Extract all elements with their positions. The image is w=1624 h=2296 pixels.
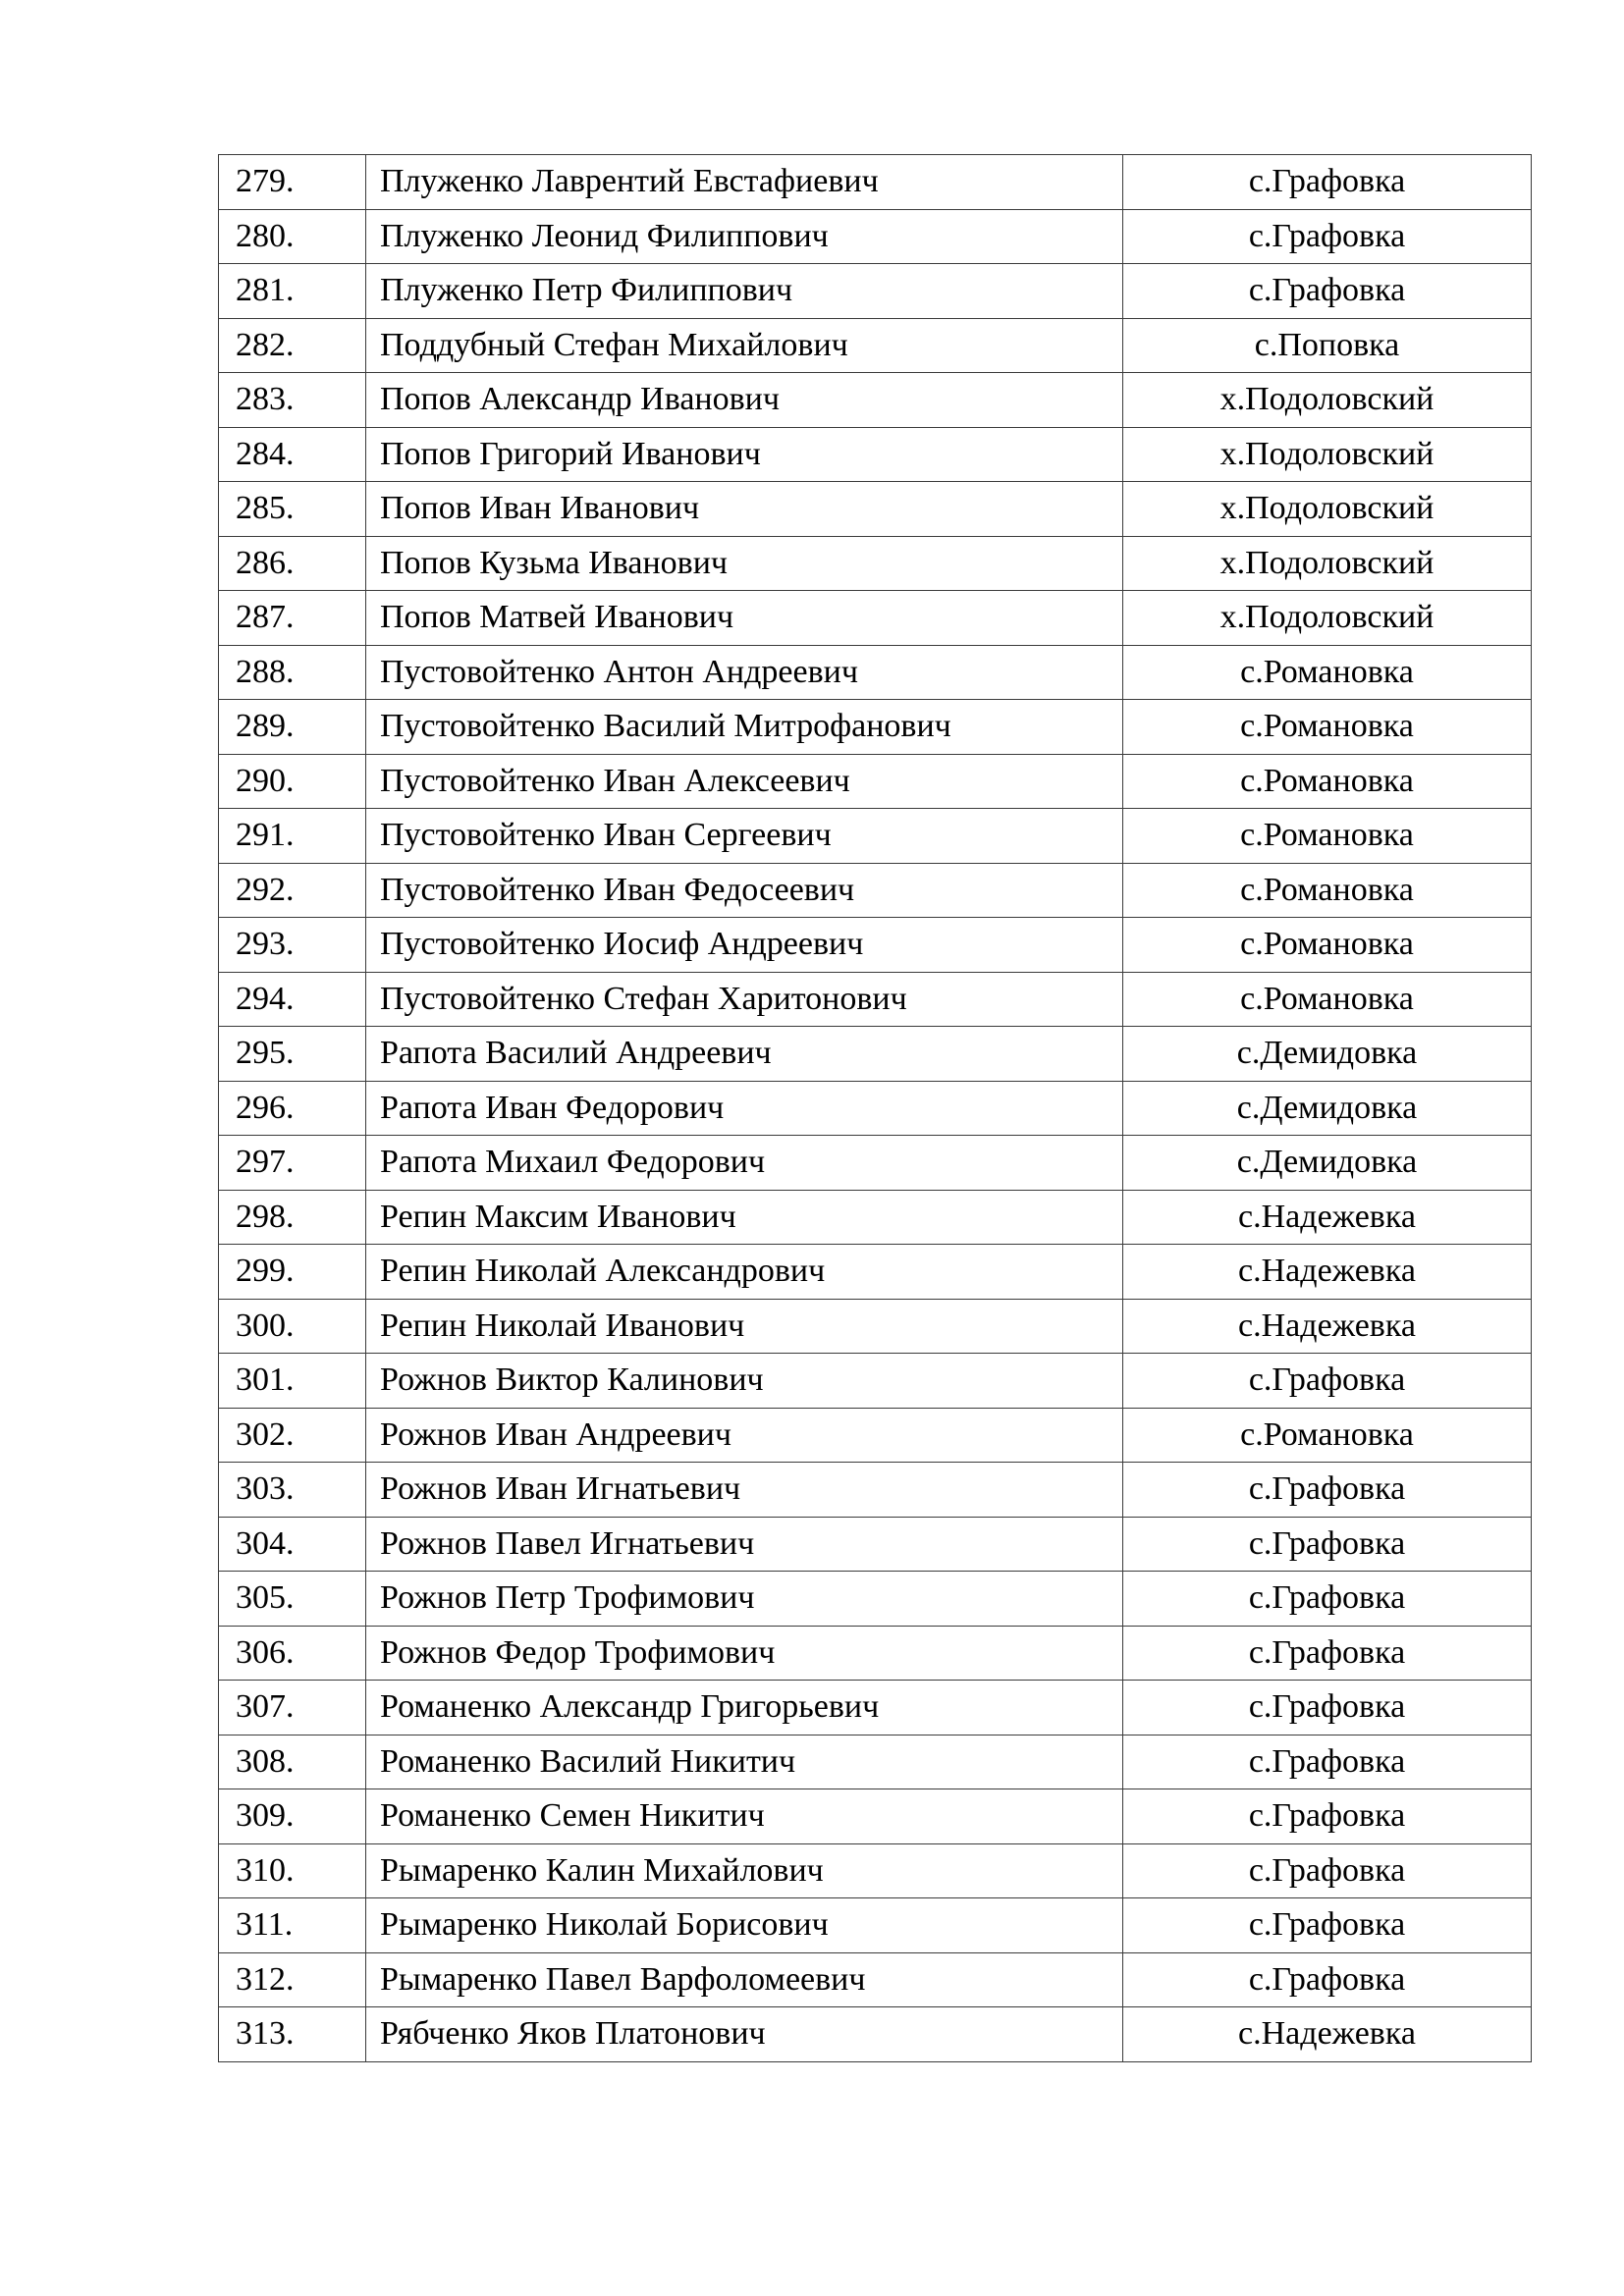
place-cell: с.Графовка bbox=[1123, 264, 1532, 319]
table-row bbox=[219, 536, 1532, 591]
row-number-cell: 283. bbox=[219, 373, 366, 428]
person-name-cell: Пустовойтенко Антон Андреевич bbox=[366, 645, 1123, 700]
place-cell: с.Графовка bbox=[1123, 1789, 1532, 1844]
person-name-cell: Романенко Семен Никитич bbox=[366, 1789, 1123, 1844]
table-row bbox=[219, 591, 1532, 646]
table-row bbox=[219, 1190, 1532, 1245]
place-cell: с.Графовка bbox=[1123, 1463, 1532, 1518]
person-name-cell: Романенко Александр Григорьевич bbox=[366, 1681, 1123, 1735]
person-name-cell: Рябченко Яков Платонович bbox=[366, 2007, 1123, 2062]
place-cell: с.Демидовка bbox=[1123, 1136, 1532, 1191]
place-cell: с.Надежевка bbox=[1123, 1299, 1532, 1354]
row-number-cell: 299. bbox=[219, 1245, 366, 1300]
person-name-cell: Рапота Василий Андреевич bbox=[366, 1027, 1123, 1082]
place-cell: с.Романовка bbox=[1123, 918, 1532, 973]
row-number-cell: 290. bbox=[219, 754, 366, 809]
row-number-cell: 308. bbox=[219, 1735, 366, 1789]
place-cell: с.Романовка bbox=[1123, 700, 1532, 755]
person-name-cell: Попов Матвей Иванович bbox=[366, 591, 1123, 646]
table-row bbox=[219, 2007, 1532, 2062]
table-row bbox=[219, 700, 1532, 755]
person-name-cell: Пустовойтенко Иван Алексеевич bbox=[366, 754, 1123, 809]
table-row bbox=[219, 1626, 1532, 1681]
place-cell: с.Романовка bbox=[1123, 972, 1532, 1027]
row-number-cell: 309. bbox=[219, 1789, 366, 1844]
row-number-cell: 306. bbox=[219, 1626, 366, 1681]
row-number-cell: 297. bbox=[219, 1136, 366, 1191]
row-number-cell: 305. bbox=[219, 1572, 366, 1627]
row-number-cell: 287. bbox=[219, 591, 366, 646]
place-cell: с.Графовка bbox=[1123, 209, 1532, 264]
table-row bbox=[219, 264, 1532, 319]
place-cell: с.Романовка bbox=[1123, 754, 1532, 809]
table-row bbox=[219, 1027, 1532, 1082]
table-row bbox=[219, 155, 1532, 210]
place-cell: х.Подоловский bbox=[1123, 427, 1532, 482]
table-row bbox=[219, 972, 1532, 1027]
row-number-cell: 302. bbox=[219, 1408, 366, 1463]
person-name-cell: Попов Григорий Иванович bbox=[366, 427, 1123, 482]
row-number-cell: 288. bbox=[219, 645, 366, 700]
table-row bbox=[219, 1572, 1532, 1627]
place-cell: х.Подоловский bbox=[1123, 482, 1532, 537]
place-cell: с.Графовка bbox=[1123, 1354, 1532, 1409]
place-cell: с.Надежевка bbox=[1123, 1245, 1532, 1300]
person-name-cell: Рожнов Петр Трофимович bbox=[366, 1572, 1123, 1627]
row-number-cell: 310. bbox=[219, 1843, 366, 1898]
table-row bbox=[219, 809, 1532, 864]
table-row bbox=[219, 1517, 1532, 1572]
place-cell: с.Графовка bbox=[1123, 1626, 1532, 1681]
person-name-cell: Пустовойтенко Иосиф Андреевич bbox=[366, 918, 1123, 973]
row-number-cell: 313. bbox=[219, 2007, 366, 2062]
row-number-cell: 292. bbox=[219, 863, 366, 918]
person-name-cell: Плуженко Лаврентий Евстафиевич bbox=[366, 155, 1123, 210]
place-cell: с.Графовка bbox=[1123, 1572, 1532, 1627]
row-number-cell: 289. bbox=[219, 700, 366, 755]
row-number-cell: 285. bbox=[219, 482, 366, 537]
row-number-cell: 294. bbox=[219, 972, 366, 1027]
person-name-cell: Репин Николай Александрович bbox=[366, 1245, 1123, 1300]
table-row bbox=[219, 1789, 1532, 1844]
place-cell: с.Графовка bbox=[1123, 1952, 1532, 2007]
place-cell: с.Романовка bbox=[1123, 1408, 1532, 1463]
person-name-cell: Репин Максим Иванович bbox=[366, 1190, 1123, 1245]
table-row bbox=[219, 754, 1532, 809]
person-name-cell: Пустовойтенко Иван Сергеевич bbox=[366, 809, 1123, 864]
row-number-cell: 295. bbox=[219, 1027, 366, 1082]
place-cell: с.Графовка bbox=[1123, 155, 1532, 210]
table-row bbox=[219, 209, 1532, 264]
table-row bbox=[219, 1136, 1532, 1191]
place-cell: с.Романовка bbox=[1123, 809, 1532, 864]
place-cell: х.Подоловский bbox=[1123, 536, 1532, 591]
person-name-cell: Пустовойтенко Стефан Харитонович bbox=[366, 972, 1123, 1027]
place-cell: х.Подоловский bbox=[1123, 373, 1532, 428]
person-name-cell: Рожнов Виктор Калинович bbox=[366, 1354, 1123, 1409]
table-row bbox=[219, 1952, 1532, 2007]
table-row bbox=[219, 1408, 1532, 1463]
row-number-cell: 291. bbox=[219, 809, 366, 864]
person-name-cell: Пустовойтенко Иван Федосеевич bbox=[366, 863, 1123, 918]
table-row bbox=[219, 1081, 1532, 1136]
row-number-cell: 280. bbox=[219, 209, 366, 264]
table-row bbox=[219, 1299, 1532, 1354]
person-name-cell: Рымаренко Павел Варфоломеевич bbox=[366, 1952, 1123, 2007]
table-row bbox=[219, 1843, 1532, 1898]
person-name-cell: Пустовойтенко Василий Митрофанович bbox=[366, 700, 1123, 755]
place-cell: с.Демидовка bbox=[1123, 1081, 1532, 1136]
person-name-cell: Поддубный Стефан Михайлович bbox=[366, 318, 1123, 373]
person-name-cell: Репин Николай Иванович bbox=[366, 1299, 1123, 1354]
row-number-cell: 311. bbox=[219, 1898, 366, 1953]
table-row bbox=[219, 1735, 1532, 1789]
table-row bbox=[219, 1898, 1532, 1953]
table-row bbox=[219, 427, 1532, 482]
place-cell: с.Графовка bbox=[1123, 1843, 1532, 1898]
table-row bbox=[219, 863, 1532, 918]
roster-table-body bbox=[219, 155, 1532, 2062]
place-cell: х.Подоловский bbox=[1123, 591, 1532, 646]
person-name-cell: Рожнов Павел Игнатьевич bbox=[366, 1517, 1123, 1572]
place-cell: с.Романовка bbox=[1123, 863, 1532, 918]
table-row bbox=[219, 318, 1532, 373]
person-name-cell: Попов Кузьма Иванович bbox=[366, 536, 1123, 591]
row-number-cell: 301. bbox=[219, 1354, 366, 1409]
row-number-cell: 303. bbox=[219, 1463, 366, 1518]
person-name-cell: Романенко Василий Никитич bbox=[366, 1735, 1123, 1789]
row-number-cell: 307. bbox=[219, 1681, 366, 1735]
table-row bbox=[219, 1354, 1532, 1409]
table-row bbox=[219, 1463, 1532, 1518]
place-cell: с.Надежевка bbox=[1123, 1190, 1532, 1245]
place-cell: с.Графовка bbox=[1123, 1681, 1532, 1735]
row-number-cell: 282. bbox=[219, 318, 366, 373]
table-row bbox=[219, 482, 1532, 537]
row-number-cell: 296. bbox=[219, 1081, 366, 1136]
place-cell: с.Поповка bbox=[1123, 318, 1532, 373]
row-number-cell: 286. bbox=[219, 536, 366, 591]
person-name-cell: Попов Иван Иванович bbox=[366, 482, 1123, 537]
person-name-cell: Рапота Михаил Федорович bbox=[366, 1136, 1123, 1191]
roster-table bbox=[218, 154, 1532, 2062]
row-number-cell: 284. bbox=[219, 427, 366, 482]
row-number-cell: 300. bbox=[219, 1299, 366, 1354]
row-number-cell: 298. bbox=[219, 1190, 366, 1245]
person-name-cell: Плуженко Леонид Филиппович bbox=[366, 209, 1123, 264]
row-number-cell: 293. bbox=[219, 918, 366, 973]
place-cell: с.Графовка bbox=[1123, 1517, 1532, 1572]
place-cell: с.Надежевка bbox=[1123, 2007, 1532, 2062]
row-number-cell: 312. bbox=[219, 1952, 366, 2007]
row-number-cell: 279. bbox=[219, 155, 366, 210]
person-name-cell: Плуженко Петр Филиппович bbox=[366, 264, 1123, 319]
table-row bbox=[219, 1245, 1532, 1300]
table-row bbox=[219, 918, 1532, 973]
person-name-cell: Рожнов Иван Игнатьевич bbox=[366, 1463, 1123, 1518]
person-name-cell: Рымаренко Николай Борисович bbox=[366, 1898, 1123, 1953]
place-cell: с.Графовка bbox=[1123, 1735, 1532, 1789]
person-name-cell: Попов Александр Иванович bbox=[366, 373, 1123, 428]
row-number-cell: 281. bbox=[219, 264, 366, 319]
row-number-cell: 304. bbox=[219, 1517, 366, 1572]
place-cell: с.Графовка bbox=[1123, 1898, 1532, 1953]
table-row bbox=[219, 373, 1532, 428]
person-name-cell: Рожнов Федор Трофимович bbox=[366, 1626, 1123, 1681]
table-row bbox=[219, 645, 1532, 700]
person-name-cell: Рапота Иван Федорович bbox=[366, 1081, 1123, 1136]
person-name-cell: Рожнов Иван Андреевич bbox=[366, 1408, 1123, 1463]
table-row bbox=[219, 1681, 1532, 1735]
place-cell: с.Романовка bbox=[1123, 645, 1532, 700]
person-name-cell: Рымаренко Калин Михайлович bbox=[366, 1843, 1123, 1898]
place-cell: с.Демидовка bbox=[1123, 1027, 1532, 1082]
